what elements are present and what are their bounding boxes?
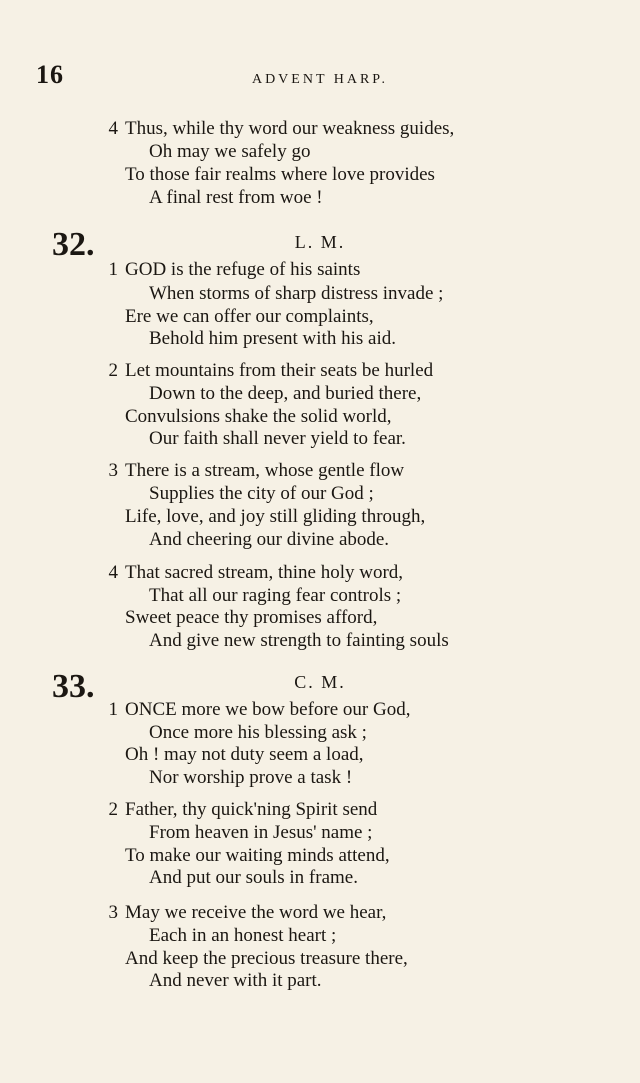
verse-line: Down to the deep, and buried there,	[149, 383, 422, 404]
verse-line: Once more his blessing ask ;	[149, 722, 367, 743]
meter-label: L. M.	[294, 232, 346, 252]
verse-line: Ere we can offer our complaints,	[125, 306, 374, 327]
meter-label: C. M.	[294, 672, 346, 692]
verse-line: To make our waiting minds attend,	[125, 845, 390, 866]
verse-line: GOD is the refuge of his saints	[125, 259, 361, 280]
verse-line: And put our souls in frame.	[149, 867, 358, 888]
verse-line: Let mountains from their seats be hurled	[125, 360, 434, 381]
stanza-number: 3	[108, 460, 118, 481]
verse-line: Sweet peace thy promises afford,	[125, 607, 378, 628]
verse-line: Father, thy quick'ning Spirit send	[125, 799, 378, 820]
hymn-number: 32.	[52, 226, 95, 263]
stanza-number: 4	[108, 118, 118, 139]
verse-line: Oh may we safely go	[149, 141, 311, 162]
verse-line: Life, love, and joy still gliding through,	[125, 506, 426, 527]
verse-line: And keep the precious treasure there,	[125, 948, 408, 969]
stanza-number: 1	[108, 259, 118, 280]
verse-line: Thus, while thy word our weakness guides,	[125, 118, 455, 139]
verse-line: There is a stream, whose gentle flow	[125, 460, 405, 481]
verse-line: That sacred stream, thine holy word,	[125, 562, 404, 583]
verse-line: Our faith shall never yield to fear.	[149, 428, 406, 449]
verse-line: And never with it part.	[149, 970, 322, 991]
stanza-number: 2	[108, 360, 118, 381]
stanza-number: 1	[108, 699, 118, 720]
verse-line: That all our raging fear controls ;	[149, 585, 402, 606]
verse-line: Behold him present with his aid.	[149, 328, 396, 349]
page-number: 16	[36, 60, 64, 89]
running-head: ADVENT HARP.	[251, 72, 389, 87]
verse-line: And cheering our divine abode.	[149, 529, 390, 550]
verse-line: A final rest from woe !	[149, 187, 323, 208]
verse-line: May we receive the word we hear,	[125, 902, 387, 923]
verse-line: Each in an honest heart ;	[149, 925, 337, 946]
verse-line: From heaven in Jesus' name ;	[149, 822, 373, 843]
verse-line: To those fair realms where love provides	[125, 164, 435, 185]
hymn-number: 33.	[52, 668, 95, 705]
stanza-number: 3	[108, 902, 118, 923]
verse-line: Convulsions shake the solid world,	[125, 406, 392, 427]
verse-line: Supplies the city of our God ;	[149, 483, 374, 504]
verse-line: Oh ! may not duty seem a load,	[125, 744, 364, 765]
verse-line: Nor worship prove a task !	[149, 767, 353, 788]
verse-line: ONCE more we bow before our God,	[125, 699, 411, 720]
stanza-number: 2	[108, 799, 118, 820]
stanza-number: 4	[108, 562, 118, 583]
verse-line: When storms of sharp distress invade ;	[149, 283, 444, 304]
verse-line: And give new strength to fainting souls	[149, 630, 449, 651]
